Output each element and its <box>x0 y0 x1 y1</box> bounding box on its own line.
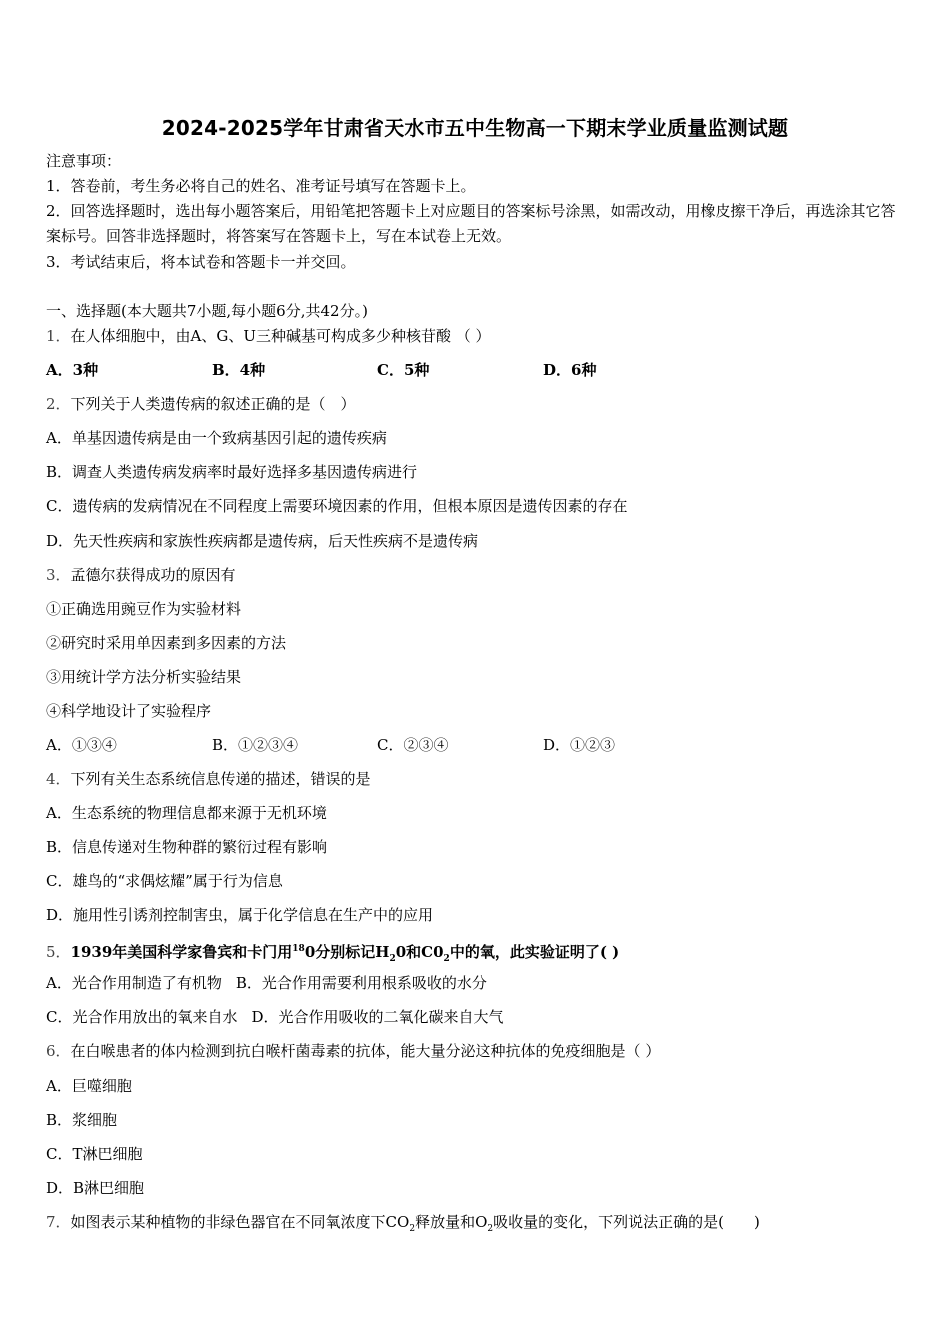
question-1 <box>46 326 491 346</box>
isotope-superscript: 18 <box>292 944 305 954</box>
question-text: 下列有关生态系统信息传递的描述，错误的是 <box>70 770 371 788</box>
subscript: 2 <box>389 954 396 964</box>
question-6 <box>46 1041 660 1061</box>
question-number: 3． <box>46 566 71 584</box>
q4-option-c[interactable]: C．雄鸟的“求偶炫耀”属于行为信息 <box>46 872 283 890</box>
q5-option-b[interactable]: B．光合作用需要利用根系吸收的水分 <box>235 974 487 992</box>
question-text-part: 1939年美国科学家鲁宾和卡门用 <box>70 943 293 961</box>
notice-heading: 注意事项： <box>46 152 122 170</box>
question-3 <box>46 565 236 585</box>
question-text-part: 吸收量的变化，下列说法正确的是( ) <box>493 1213 760 1231</box>
question-text: 在人体细胞中，由A、G、U三种碱基可构成多少种核苷酸 （ ） <box>70 327 491 345</box>
question-4 <box>46 769 371 789</box>
question-number: 5． <box>46 943 71 961</box>
section-heading: 一、选择题(本大题共7小题,每小题6分,共42分。) <box>46 302 368 320</box>
q3-statement-4: ④科学地设计了实验程序 <box>46 702 212 720</box>
question-text-part: 释放量和O <box>415 1213 488 1231</box>
question-number: 2． <box>46 395 71 413</box>
q5-option-a[interactable]: A．光合作用制造了有机物 <box>46 974 222 992</box>
question-text: 在白喉患者的体内检测到抗白喉杆菌毒素的抗体，能大量分泌这种抗体的免疫细胞是（ ） <box>70 1042 661 1060</box>
q6-option-d[interactable]: D．B淋巴细胞 <box>46 1179 145 1197</box>
q2-option-a[interactable]: A．单基因遗传病是由一个致病基因引起的遗传疾病 <box>46 429 387 447</box>
q3-statement-1: ①正确选用豌豆作为实验材料 <box>46 600 242 618</box>
q4-option-d[interactable]: D．施用性引诱剂控制害虫，属于化学信息在生产中的应用 <box>46 906 434 924</box>
question-number: 4． <box>46 770 71 788</box>
q6-option-b[interactable]: B．浆细胞 <box>46 1111 118 1129</box>
q1-option-d[interactable]: D．6种 <box>543 361 597 379</box>
q1-option-c[interactable]: C．5种 <box>377 361 430 379</box>
q5-option-d[interactable]: D．光合作用吸收的二氧化碳来自大气 <box>251 1008 504 1026</box>
question-text: 下列关于人类遗传病的叙述正确的是（ ） <box>70 395 356 413</box>
q1-option-b[interactable]: B．4种 <box>212 361 266 379</box>
notice-item-3: 3．考试结束后，将本试卷和答题卡一并交回。 <box>46 253 356 271</box>
q5-option-c[interactable]: C．光合作用放出的氧来自水 <box>46 1008 238 1026</box>
q3-option-c[interactable]: C．②③④ <box>377 736 449 754</box>
notice-item-1: 1．答卷前，考生务必将自己的姓名、准考证号填写在答题卡上。 <box>46 177 476 195</box>
q3-option-d[interactable]: D．①②③ <box>543 736 616 754</box>
question-text-part: 中的氧，此实验证明了( ) <box>449 943 620 961</box>
question-number: 6． <box>46 1042 71 1060</box>
question-number: 7． <box>46 1213 71 1231</box>
q5-options-row-2 <box>46 1007 504 1027</box>
q1-option-a[interactable]: A．3种 <box>46 361 99 379</box>
q4-option-b[interactable]: B．信息传递对生物种群的繁衍过程有影响 <box>46 838 328 856</box>
q3-statement-2: ②研究时采用单因素到多因素的方法 <box>46 634 287 652</box>
q5-options-row-1 <box>46 973 487 993</box>
q2-option-b[interactable]: B．调查人类遗传病发病率时最好选择多基因遗传病进行 <box>46 463 418 481</box>
q3-statement-3: ③用统计学方法分析实验结果 <box>46 668 242 686</box>
question-2 <box>46 394 356 414</box>
q2-option-d[interactable]: D．先天性疾病和家族性疾病都是遗传病，后天性疾病不是遗传病 <box>46 532 479 550</box>
subscript: 2 <box>487 1224 494 1234</box>
page-title: 2024-2025学年甘肃省天水市五中生物高一下期末学业质量监测试题 <box>161 116 789 140</box>
q3-option-b[interactable]: B．①②③④ <box>212 736 299 754</box>
question-7 <box>46 1212 760 1239</box>
q2-option-c[interactable]: C．遗传病的发病情况在不同程度上需要环境因素的作用，但根本原因是遗传因素的存在 <box>46 497 628 515</box>
question-text: 孟德尔获得成功的原因有 <box>70 566 236 584</box>
q3-option-a[interactable]: A．①③④ <box>46 736 117 754</box>
question-text-part: 如图表示某种植物的非绿色器官在不同氧浓度下CO <box>70 1213 410 1231</box>
subscript: 2 <box>443 954 450 964</box>
question-5 <box>46 939 619 969</box>
question-number: 1． <box>46 327 71 345</box>
question-text-part: 0和C0 <box>395 943 444 961</box>
q6-option-a[interactable]: A．巨噬细胞 <box>46 1077 132 1095</box>
q6-option-c[interactable]: C．T淋巴细胞 <box>46 1145 143 1163</box>
question-text-part: 0分别标记H <box>304 943 390 961</box>
q4-option-a[interactable]: A．生态系统的物理信息都来源于无机环境 <box>46 804 327 822</box>
subscript: 2 <box>409 1224 416 1234</box>
notice-item-2: 2．回答选择题时，选出每小题答案后，用铅笔把答题卡上对应题目的答案标号涂黑，如需改动，用橡皮擦干净后，再选涂其它答案标号。回答非选择题时，将答案写在答题卡上，写在本试卷上无效。 <box>46 202 896 245</box>
